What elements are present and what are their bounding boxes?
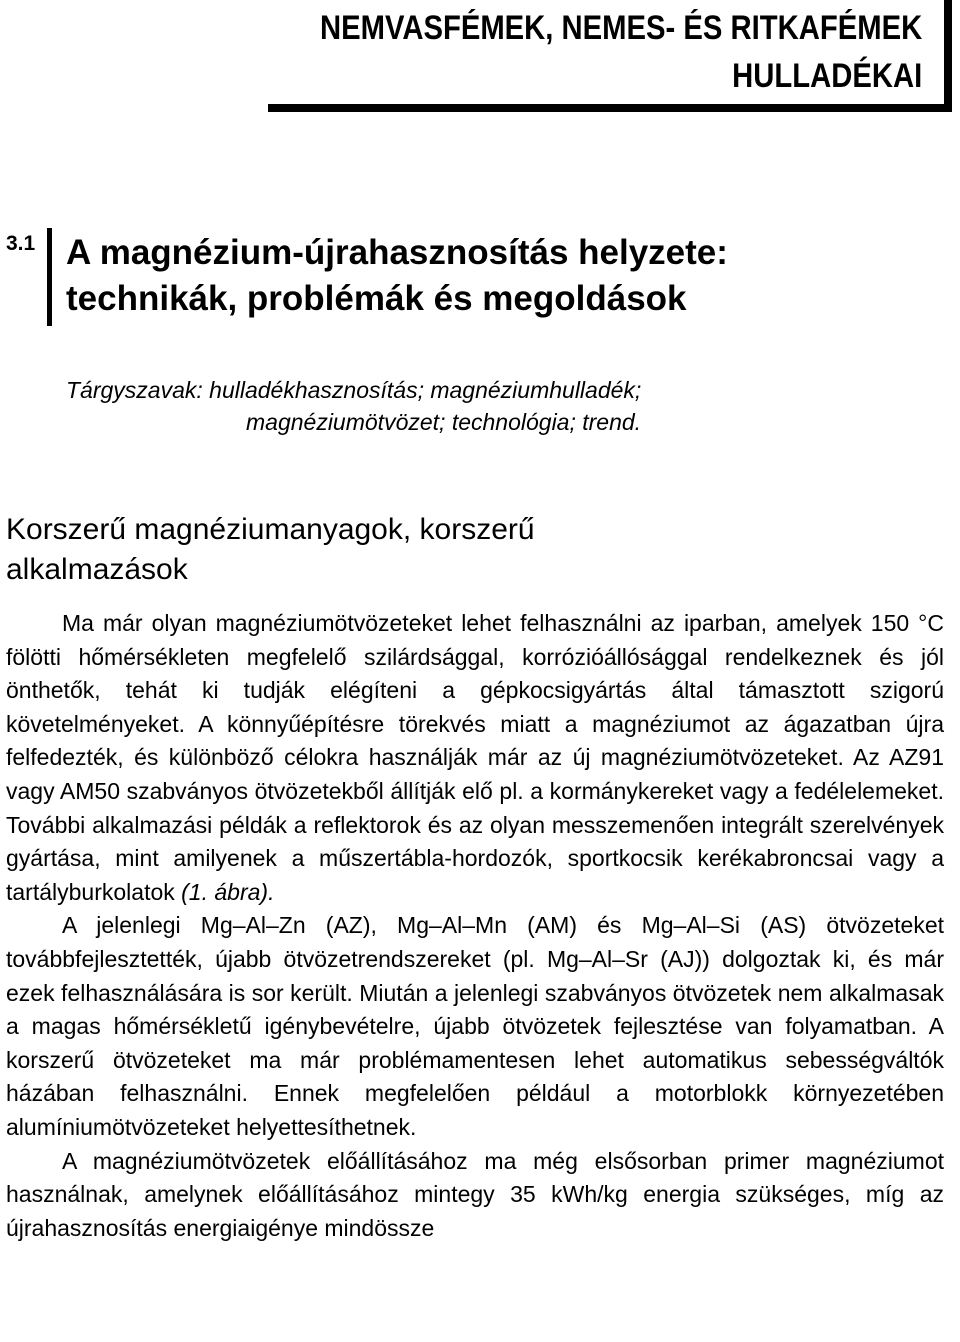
section-title-line-2: technikák, problémák és megoldások: [66, 279, 687, 318]
subheading-line-1: Korszerű magnéziumanyagok, korszerű: [6, 513, 535, 546]
section-vertical-rule: [47, 228, 52, 326]
keywords: [66, 374, 926, 438]
section-number: 3.1: [6, 232, 36, 255]
keywords-line-1: Tárgyszavak: hulladékhasznosítás; magnéziumhulladék;: [66, 377, 642, 403]
chapter-title: [320, 4, 922, 100]
subheading: [6, 510, 535, 590]
subheading-line-2: alkalmazások: [6, 553, 188, 586]
section-title-line-1: A magnézium-újrahasznosítás helyzete:: [66, 233, 728, 272]
body-text: [6, 607, 944, 1245]
section-title: [66, 230, 728, 322]
paragraph-2: A jelenlegi Mg–Al–Zn (AZ), Mg–Al–Mn (AM) és Mg–Al–Si (AS) ötvözeteket továbbfejlesztették, újabb ötvözetrendszereket (pl. Mg–Al–Sr (AJ)) dolgoztak ki, és már ezek felhasználására is sor került. Miután a jelenlegi szabványos ötvözetek nem alkalmasak a magas hőmérsékletű igénybevételre, újabb ötvözetek fejlesztése van folyamatban. A korszerű ötvözeteket ma már problémamentesen lehet automatikus sebességváltók házában felhasználni. Ennek megfelelően például a motorblokk környezetében alumíniumötvözeteket helyettesíthetnek.: [6, 912, 944, 1140]
keywords-line-2: magnéziumötvözet; technológia; trend.: [246, 409, 642, 435]
paragraph-3: A magnéziumötvözetek előállításához ma még elsősorban primer magnéziumot használnak, amelynek előállításához mintegy 35 kWh/kg energia szükséges, míg az újrahasznosítás energiaigénye mindössze: [6, 1147, 944, 1241]
figure-reference: (1. ábra).: [181, 878, 275, 905]
paragraph-1-text: Ma már olyan magnéziumötvözeteket lehet felhasználni az iparban, amelyek 150 °C fölötti hőmérsékleten megfelelő szilárdsággal, korrózióállósággal rendelkeznek és jól önthetők, tehát ki tudják elégíteni a gépkocsigyártás által támasztott szigorú követelményeket. A könnyűépítésre törekvés miatt a magnéziumot az ágazatban újra felfedezték, és különböző célokra használják már az új magnéziumötvözeteket. Az AZ91 vagy AM50 szabványos ötvözetekből állítják elő pl. a kormánykereket vagy a fedélelemeket. További alkalmazási példák a reflektorok és az olyan messzemenően integrált szerelvények gyártása, mint amilyenek a műszertábla-hordozók, sportkocsik kerékabroncsai vagy a tartályburkolatok: [6, 610, 944, 905]
chapter-title-line-1: NEMVASFÉMEK, NEMES- ÉS RITKAFÉMEK: [319, 9, 922, 47]
paragraph-1: [6, 607, 944, 909]
chapter-title-line-2: HULLADÉKAI: [731, 57, 922, 95]
chapter-header-box: [268, 0, 952, 112]
